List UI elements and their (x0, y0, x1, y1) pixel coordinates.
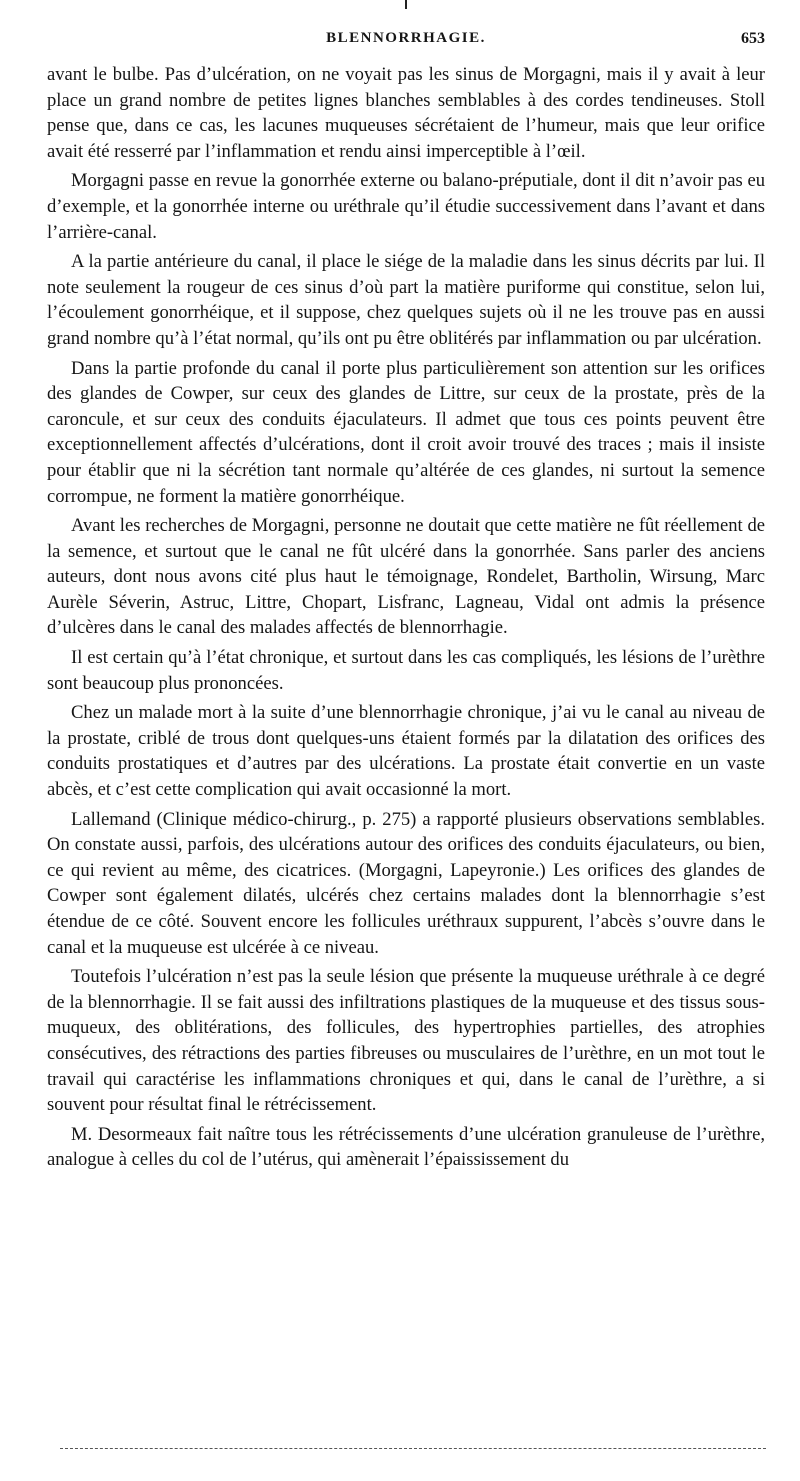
paragraph-5: Avant les recherches de Morgagni, personne ne doutait que cette matière ne fût réellement de la semence, et surtout que le canal ne fût ulcéré dans la gonorrhée. Sans parler des anciens auteurs, dont nous avons cité plus haut le témoignage, Rondelet, Bartholin, Wirsung, Marc Aurèle Séverin, Astruc, Littre, Chopart, Lisfranc, Lagneau, Vidal ont admis la présence d’ulcères dans le canal des malades affectés de blennorrhagie. (47, 515, 765, 639)
paragraph-7: Chez un malade mort à la suite d’une blennorrhagie chronique, j’ai vu le canal au niveau de la prostate, criblé de trous dont quelques-uns étaient formés par la dilatation des orifices des conduits prostatiques et d’autres par des ulcérations. La prostate était convertie en un vaste abcès, et c’est cette complication qui avait occasionné la mort. (47, 702, 765, 801)
running-head (47, 0, 765, 62)
page-number: 653 (741, 30, 765, 47)
running-head-title: BLENNORRHAGIE. (326, 30, 486, 46)
paragraph-1: avant le bulbe. Pas d’ulcération, on ne voyait pas les sinus de Morgagni, mais il y avait à leur place un grand nombre de petites lignes blanches semblables à des cordes tendineuses. Stoll pense que, dans ce cas, les lacunes muqueuses sécrétaient de l’humeur, mais que leur orifice avait été resserré par l’inflammation et rendu ainsi imperceptible à l’œil. (47, 64, 765, 162)
paragraph-8: Lallemand (Clinique médico-chirurg., p. 275) a rapporté plusieurs observations semblables. On constate aussi, parfois, des ulcérations autour des orifices des conduits éjaculateurs, ou bien, ce qui revient au même, des cicatrices. (Morgagni, Lapeyronie.) Les orifices des glandes de Cowper sont également dilatés, ulcérés chez certains malades dont la blennorrhagie s’est étendue de ce côté. Souvent encore les follicules uréthraux suppurent, l’abcès s’ouvre dans le canal et la muqueuse est ulcérée à ce niveau. (47, 808, 765, 958)
paragraph-4: Dans la partie profonde du canal il porte plus particulièrement son attention sur les orifices des glandes de Cowper, sur ceux des glandes de Littre, sur ceux de la prostate, près de la caroncule, et sur ceux des conduits éjaculateurs. Il admet que tous ces points peuvent être exceptionnellement affectés d’ulcérations, dont il croit avoir trouvé des traces ; mais il insiste pour établir que ni la sécrétion tant normale qu’altérée de ces glandes, ni surtout la semence corrompue, ne forment la matière gonorrhéique. (47, 357, 765, 507)
paragraph-6: Il est certain qu’à l’état chronique, et surtout dans les cas compliqués, les lésions de l’urèthre sont beaucoup plus prononcées. (47, 647, 765, 694)
book-page (47, 0, 765, 1177)
body-text (47, 62, 765, 1173)
paragraph-2: Morgagni passe en revue la gonorrhée externe ou balano-préputiale, dont il dit n’avoir pas eu d’exemple, et la gonorrhée interne ou uréthrale qu’il étudie successivement dans l’avant et dans l’arrière-canal. (47, 170, 765, 243)
paragraph-3: A la partie antérieure du canal, il place le siége de la maladie dans les sinus décrits par lui. Il note seulement la rougeur de ces sinus d’où part la matière puriforme qui constitue, selon lui, l’écoulement gonorrhéique, et il suppose, chez quelques sujets où il ne les trouve pas en aussi grand nombre qu’à l’état normal, qu’ils ont pu être oblitérés par inflammation ou par ulcération. (47, 251, 765, 349)
paragraph-9: Toutefois l’ulcération n’est pas la seule lésion que présente la muqueuse uréthrale à ce degré de la blennorrhagie. Il se fait aussi des infiltrations plastiques de la muqueuse et des tissus sous-muqueux, des oblitérations, des follicules, des hypertrophies partielles, des atrophies consécutives, des rétractions des parties fibreuses ou musculaires de l’urèthre, en un mot tout le travail qui caractérise les inflammations chroniques et qui, dans le canal de l’urèthre, a si souvent pour résultat final le rétrécissement. (47, 966, 765, 1116)
footer-dashed-rule (60, 1448, 766, 1449)
page-edge-mark (405, 0, 407, 9)
paragraph-10: M. Desormeaux fait naître tous les rétrécissements d’une ulcération granuleuse de l’urèthre, analogue à celles du col de l’utérus, qui amènerait l’épaississement du (47, 1123, 765, 1171)
